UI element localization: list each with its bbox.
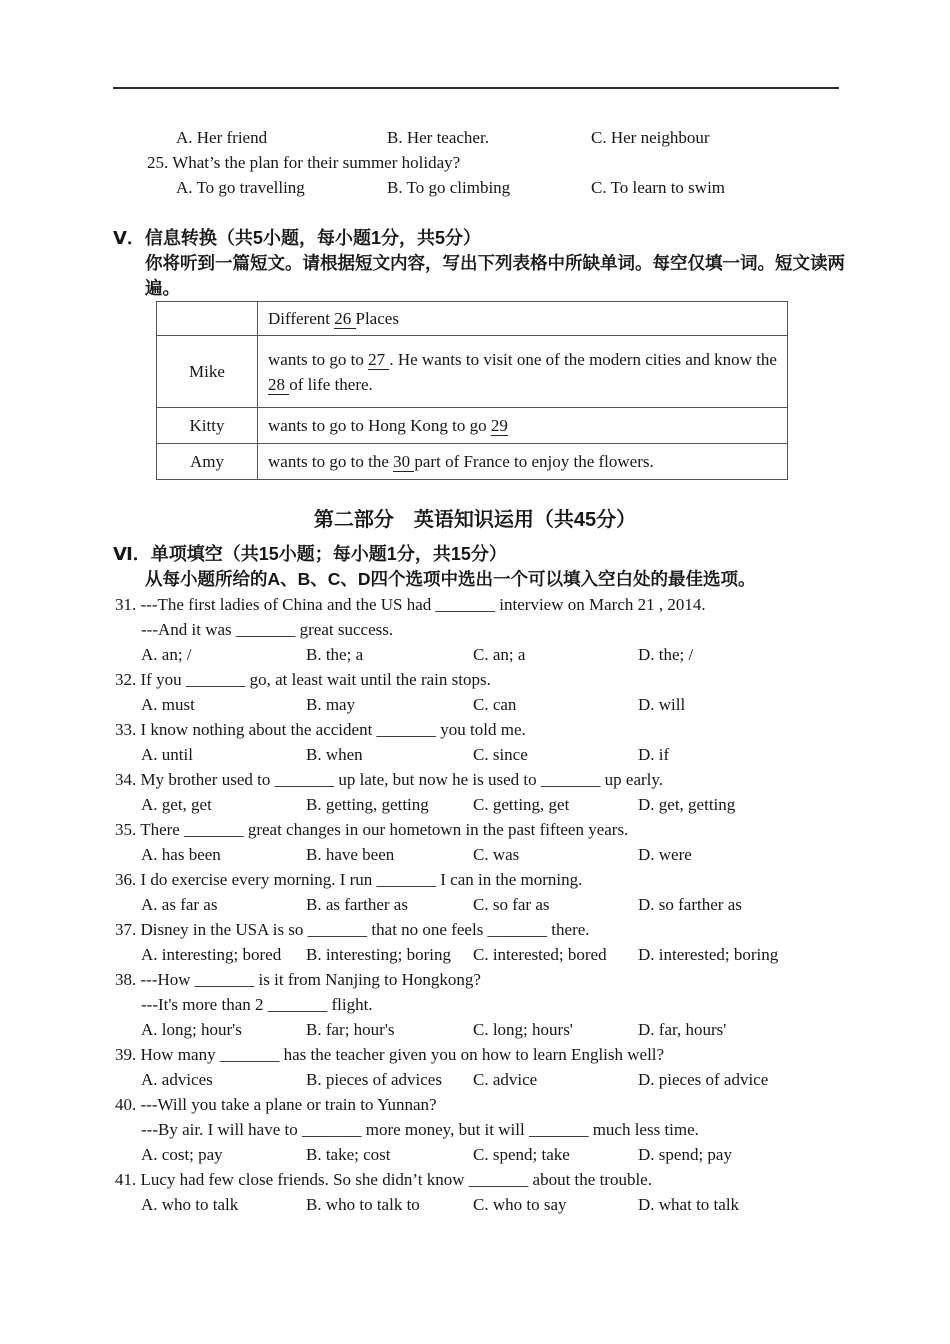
q32-option-a: A. must <box>141 695 195 714</box>
q41-option-a: A. who to talk <box>141 1195 239 1214</box>
table-name-cell <box>157 302 258 336</box>
q41-option-c: C. who to say <box>473 1195 567 1214</box>
q35-options <box>0 842 950 867</box>
q33-option-b: B. when <box>306 745 363 764</box>
q34-line1: 34. My brother used to _______ up late, but now he is used to _______ up early. <box>115 770 664 789</box>
q35-option-c: C. was <box>473 845 520 864</box>
q33-line1: 33. I know nothing about the accident _______ you told me. <box>115 720 526 739</box>
blank-field: 26 <box>334 309 356 328</box>
table-name-cell: Mike <box>157 336 258 408</box>
q39-option-b: B. pieces of advices <box>306 1070 442 1089</box>
q40-option-b: B. take; cost <box>306 1145 391 1164</box>
q32-option-c: C. can <box>473 695 517 714</box>
q31-line2: ---And it was _______ great success. <box>141 620 394 639</box>
q40-option-c: C. spend; take <box>473 1145 570 1164</box>
text-segment: part of France to enjoy the flowers. <box>414 452 654 471</box>
q31-option-a: A. an; / <box>141 645 192 664</box>
q40-line1: 40. ---Will you take a plane or train to Yunnan? <box>115 1095 437 1114</box>
q41-option-d: D. what to talk <box>638 1195 740 1214</box>
q37-option-d: D. interested; boring <box>638 945 779 964</box>
q34-option-d: D. get, getting <box>638 795 736 814</box>
table-content-cell <box>258 302 788 336</box>
q39-line1: 39. How many _______ has the teacher given you on how to learn English well? <box>115 1045 665 1064</box>
section-vi-heading: Ⅵ．单项填空（共15小题；每小题1分，共15分） <box>113 544 507 564</box>
q35-line1: 35. There _______ great changes in our hometown in the past fifteen years. <box>115 820 629 839</box>
q34-option-a: A. get, get <box>141 795 212 814</box>
section-v-instructions-line1: 你将听到一篇短文。请根据短文内容，写出下列表格中所缺单词。每空仅填一词。短文读两 <box>145 253 845 273</box>
blank-field: 28 <box>268 374 290 394</box>
q39-option-c: C. advice <box>473 1070 538 1089</box>
blank-field: 30 <box>393 452 415 471</box>
q24-option-b: B. Her teacher. <box>387 128 489 147</box>
q38-option-a: A. long; hour's <box>141 1020 242 1039</box>
table-content-cell <box>258 444 788 480</box>
q36-options <box>0 892 950 917</box>
table-row-kitty <box>157 408 788 444</box>
blank-field: 27 <box>368 349 390 369</box>
q38-option-d: D. far, hours' <box>638 1020 727 1039</box>
table-row-mike <box>157 336 788 408</box>
table-name-cell: Amy <box>157 444 258 480</box>
q37-options <box>0 942 950 967</box>
q41-options <box>0 1192 950 1217</box>
q41-option-b: B. who to talk to <box>306 1195 420 1214</box>
table-name-cell: Kitty <box>157 408 258 444</box>
table-row-title <box>157 302 788 336</box>
page-header-rule <box>113 87 839 89</box>
section-v-instructions-line2: 遍。 <box>145 278 180 298</box>
section-v-heading: Ⅴ．信息转换（共5小题，每小题1分，共5分） <box>113 228 481 248</box>
q41-line1: 41. Lucy had few close friends. So she didn’t know _______ about the trouble. <box>115 1170 652 1189</box>
q25-option-c: C. To learn to swim <box>591 178 726 197</box>
q37-line1: 37. Disney in the USA is so _______ that no one feels _______ there. <box>115 920 590 939</box>
q35-option-d: D. were <box>638 845 692 864</box>
information-transfer-table <box>156 301 788 480</box>
q36-option-b: B. as farther as <box>306 895 408 914</box>
text-segment: wants to go to the <box>268 452 394 471</box>
q33-option-d: D. if <box>638 745 670 764</box>
q38-line1: 38. ---How _______ is it from Nanjing to Hongkong? <box>115 970 481 989</box>
text-segment: wants to go to Hong Kong to go <box>268 416 491 435</box>
q36-line1: 36. I do exercise every morning. I run _______ I can in the morning. <box>115 870 583 889</box>
table-content-cell <box>258 336 788 408</box>
text-segment: Different <box>268 309 335 328</box>
q34-option-b: B. getting, getting <box>306 795 429 814</box>
blank-field: 29 <box>490 416 508 435</box>
q32-option-b: B. may <box>306 695 356 714</box>
q39-option-d: D. pieces of advice <box>638 1070 769 1089</box>
q31-option-d: D. the; / <box>638 645 694 664</box>
q33-options <box>0 742 950 767</box>
section-vi-instructions: 从每小题所给的A、B、C、D四个选项中选出一个可以填入空白处的最佳选项。 <box>145 569 756 589</box>
q39-option-a: A. advices <box>141 1070 213 1089</box>
q36-option-d: D. so farther as <box>638 895 742 914</box>
q32-line1: 32. If you _______ go, at least wait until the rain stops. <box>115 670 491 689</box>
q31-option-b: B. the; a <box>306 645 364 664</box>
q25-options <box>0 175 950 200</box>
q32-option-d: D. will <box>638 695 686 714</box>
text-segment: wants to go to <box>268 349 369 369</box>
q40-line2: ---By air. I will have to _______ more money, but it will _______ much less time. <box>141 1120 699 1139</box>
q35-option-a: A. has been <box>141 845 221 864</box>
q32-options <box>0 692 950 717</box>
text-segment: Places <box>355 309 399 328</box>
q37-option-a: A. interesting; bored <box>141 945 282 964</box>
page-content <box>0 125 950 1217</box>
q34-options <box>0 792 950 817</box>
q37-option-c: C. interested; bored <box>473 945 607 964</box>
q25-option-b: B. To go climbing <box>387 178 511 197</box>
q33-option-c: C. since <box>473 745 528 764</box>
q38-line2: ---It's more than 2 _______ flight. <box>141 995 373 1014</box>
q24-options <box>0 125 950 150</box>
q40-option-d: D. spend; pay <box>638 1145 732 1164</box>
q40-options <box>0 1142 950 1167</box>
q37-option-b: B. interesting; boring <box>306 945 451 964</box>
q38-options <box>0 1017 950 1042</box>
q24-option-c: C. Her neighbour <box>591 128 710 147</box>
q38-option-b: B. far; hour's <box>306 1020 395 1039</box>
table-row-amy <box>157 444 788 480</box>
q33-option-a: A. until <box>141 745 193 764</box>
table-content-cell <box>258 408 788 444</box>
q35-option-b: B. have been <box>306 845 395 864</box>
part2-heading: 第二部分 英语知识运用（共45分） <box>313 509 637 531</box>
q31-options <box>0 642 950 667</box>
q39-options <box>0 1067 950 1092</box>
q25-option-a: A. To go travelling <box>176 178 305 197</box>
q38-option-c: C. long; hours' <box>473 1020 573 1039</box>
q36-option-c: C. so far as <box>473 895 550 914</box>
q31-line1: 31. ---The first ladies of China and the US had _______ interview on March 21 , 2014. <box>115 595 706 614</box>
q31-option-c: C. an; a <box>473 645 526 664</box>
text-segment: . He wants to visit one of the modern cities and know the <box>389 349 777 369</box>
q40-option-a: A. cost; pay <box>141 1145 223 1164</box>
q25-text: 25. What’s the plan for their summer holiday? <box>147 153 461 172</box>
text-segment: of life there. <box>289 374 373 394</box>
q36-option-a: A. as far as <box>141 895 218 914</box>
q24-option-a: A. Her friend <box>176 128 268 147</box>
q34-option-c: C. getting, get <box>473 795 570 814</box>
